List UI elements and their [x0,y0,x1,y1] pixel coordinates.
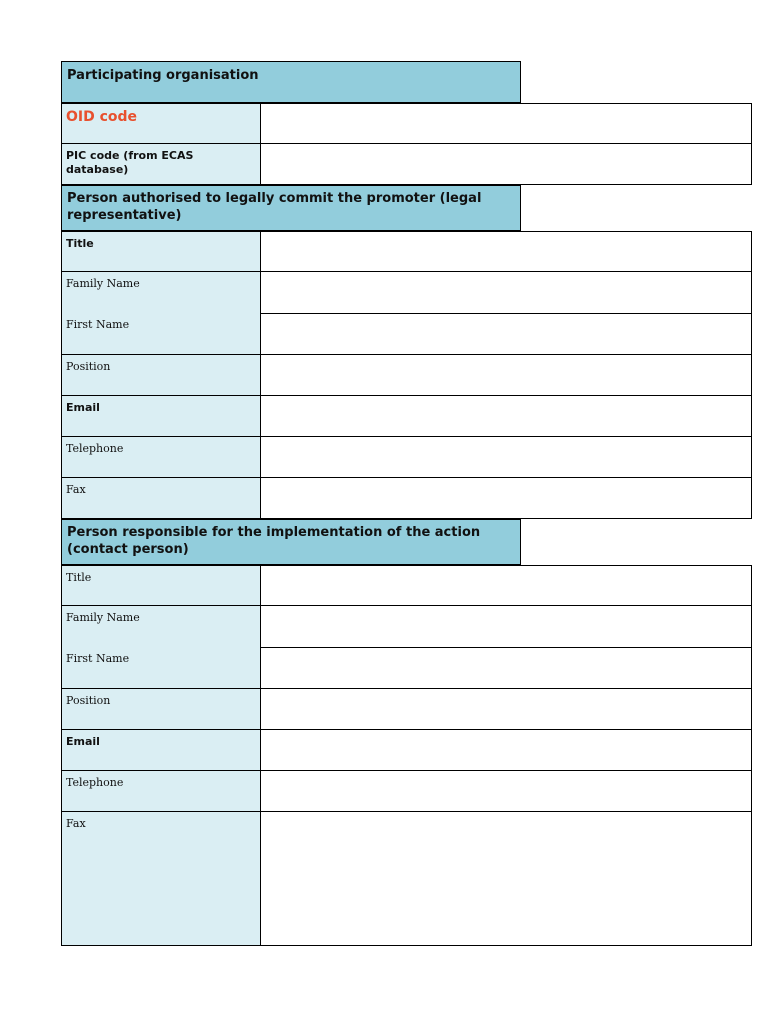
legal-position-field[interactable] [261,355,751,395]
oid-code-label: OID code [62,104,261,143]
legal-first-name-field[interactable] [261,313,751,354]
contact-email-row [61,730,752,771]
legal-position-row [61,355,752,396]
legal-telephone-field[interactable] [261,437,751,477]
contact-title-row [61,565,752,606]
oid-code-row [61,103,752,144]
legal-email-field[interactable] [261,396,751,436]
legal-title-row [61,231,752,272]
legal-email-row [61,396,752,437]
legal-name-labels [62,272,261,354]
contact-family-name-field[interactable] [261,606,751,647]
legal-first-name-label: First Name [66,318,130,331]
legal-family-name-field[interactable] [261,272,751,313]
contact-position-row [61,689,752,730]
legal-name-group [61,272,752,355]
oid-code-field[interactable] [261,104,751,143]
pic-code-field[interactable] [261,144,751,184]
legal-telephone-row [61,437,752,478]
contact-name-labels [62,606,261,688]
contact-telephone-field[interactable] [261,771,751,811]
contact-fax-label: Fax [62,812,261,945]
legal-fax-row [61,478,752,519]
contact-person-header [61,519,521,565]
contact-position-field[interactable] [261,689,751,729]
contact-person-title: Person responsible for the implementation of the action (contact person) [67,525,481,557]
legal-name-values [261,272,751,354]
participating-organisation-form [61,61,752,946]
contact-first-name-label: First Name [66,652,130,665]
pic-code-label: PIC code (from ECAS database) [62,144,261,184]
contact-name-values [261,606,751,688]
contact-fax-row [61,812,752,946]
participating-organisation-header [61,61,521,103]
legal-title-label: Title [62,232,261,271]
legal-title-field[interactable] [261,232,751,271]
legal-email-label: Email [62,396,261,436]
legal-representative-header [61,185,521,231]
legal-position-label: Position [62,355,261,395]
contact-name-group [61,606,752,689]
pic-code-row [61,144,752,185]
contact-email-label: Email [62,730,261,770]
contact-family-name-label: Family Name [66,611,140,624]
legal-family-name-label: Family Name [66,277,140,290]
legal-fax-label: Fax [62,478,261,518]
legal-telephone-label: Telephone [62,437,261,477]
contact-first-name-field[interactable] [261,647,751,688]
contact-telephone-label: Telephone [62,771,261,811]
legal-representative-title: Person authorised to legally commit the promoter (legal representative) [67,191,482,223]
contact-fax-field[interactable] [261,812,751,945]
contact-title-field[interactable] [261,566,751,605]
contact-position-label: Position [62,689,261,729]
legal-fax-field[interactable] [261,478,751,518]
contact-telephone-row [61,771,752,812]
contact-email-field[interactable] [261,730,751,770]
contact-title-label: Title [62,566,261,605]
participating-organisation-title: Participating organisation [67,68,259,83]
